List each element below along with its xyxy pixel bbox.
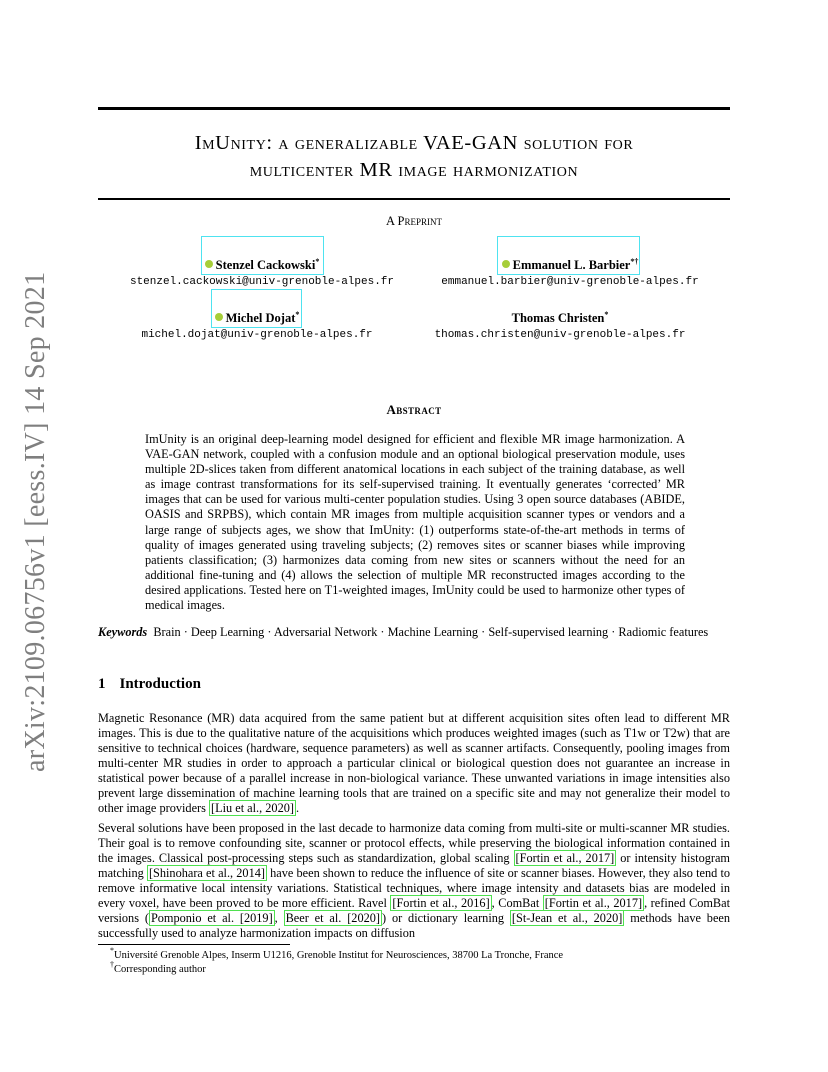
paragraph-text: or intensity histogram matching xyxy=(98,851,730,880)
paragraph-text: Magnetic Resonance (MR) data acquired from the same patient but at different acquisition sites often lead to different MR images. This is due to the qualitative nature of the acquisitions which produces weighted images (such as T1w or T2w) that are sensitive to technical choices (hardware, sequence parameters) as well as scanner artifacts. Consequently, pooling images from multi-center MR studies in order to approach a particular clinical or biological question does not guarantee an increase in statistical power because of a parallel increase in non-biological variance. These unwanted variations in image intensities also prevent large dissemination of machine learning tools that are trained on a specific site and may not generalize their model to other image providers xyxy=(98,711,730,815)
paper-title xyxy=(98,130,730,184)
affiliation-mark: * xyxy=(295,310,300,319)
footnote-text: Corresponding author xyxy=(114,964,206,975)
section-number: 1 xyxy=(98,676,106,692)
author-name: Thomas Christen xyxy=(511,311,605,325)
footnote-text: Université Grenoble Alpes, Inserm U1216, Grenoble Institut for Neurosciences, 38700 La Tronche, France xyxy=(114,950,564,961)
footnote-rule xyxy=(98,944,290,945)
citation-link[interactable]: [Fortin et al., 2017] xyxy=(544,896,643,910)
author-dojat xyxy=(97,311,417,343)
paragraph-text: , ComBat xyxy=(491,896,543,910)
section-title: Introduction xyxy=(119,676,201,692)
abstract-text: ImUnity is an original deep-learning model designed for efficient and flexible MR image harmonization. A VAE-GAN network, coupled with a confusion module and an optional biological preservation module, uses multiple 2D-slices taken from different anatomical locations in each subject of the training database, as well as image contrast transformations for its self-supervised training. It eventually generates ‘corrected’ MR images that can be used for various multi-center population studies. Using 3 open source databases (ABIDE, OASIS and SRPBS), which contain MR images from multiple acquisition scanner types or vendors and a large range of subjects ages, we show that ImUnity: (1) outperforms state-of-the-art methods in terms of quality of images generated using traveling subjects; (2) removes sites or scanner biases while improving patients classification; (3) harmonizes data coming from new sites or scanners without the need for an additional fine-tuning and (4) allows the selection of multiple MR reconstructed images according to the desired applications. Tested here on T1-weighted images, ImUnity could be used to harmonize other types of medical images. xyxy=(145,432,685,613)
author-email[interactable]: stenzel.cackowski@univ-grenoble-alpes.fr xyxy=(129,276,395,288)
paragraph-text: Several solutions have been proposed in the last decade to harmonize data coming from multi-site or multi-scanner MR studies. Their goal is to remove confounding site, scanner or protocol effects, while preserving the biological information contained in the images. Classical post-processing steps such as standardization, global scaling xyxy=(98,821,730,865)
citation-link[interactable]: [Liu et al., 2020] xyxy=(210,801,294,815)
citation-link[interactable]: Pomponio et al. [2019] xyxy=(150,911,273,925)
paragraph-text: ) or dictionary learning xyxy=(382,911,510,925)
arxiv-side-stamp: arXiv:2109.06756v1 [eess.IV] 14 Sep 2021 xyxy=(20,271,51,772)
preprint-label: A Preprint xyxy=(386,214,442,228)
affiliation-mark: * xyxy=(315,257,320,266)
keywords-label: Keywords xyxy=(98,625,148,639)
citation-link[interactable]: [Fortin et al., 2017] xyxy=(515,851,615,865)
footnote-mark: † xyxy=(110,960,114,969)
citation-link[interactable]: [St-Jean et al., 2020] xyxy=(511,911,623,925)
keywords-text: Brain · Deep Learning · Adversarial Network · Machine Learning · Self-supervised learning · Radiomic features xyxy=(153,625,709,639)
orcid-icon[interactable] xyxy=(205,260,213,268)
title-bottom-rule xyxy=(98,198,730,200)
author-email[interactable]: michel.dojat@univ-grenoble-alpes.fr xyxy=(141,329,373,341)
paragraph-text: have been shown to reduce the influence of site or scanner biases. However, they also tend to remove informative local intensity variations. Statistical techniques, where image intensity and datasets bias are modeled in every voxel, have been proved to be more efficient. Ravel xyxy=(98,866,731,910)
author-name: Emmanuel L. Barbier xyxy=(512,258,631,272)
intro-paragraph-1 xyxy=(98,711,730,816)
author-name: Stenzel Cackowski xyxy=(215,258,316,272)
affiliation-mark: * xyxy=(604,310,609,319)
footnote-1 xyxy=(110,946,564,962)
top-rule xyxy=(98,107,730,110)
paragraph-text: , refined ComBat versions ( xyxy=(98,896,730,925)
intro-paragraph-2 xyxy=(98,821,730,941)
citation-link[interactable]: [Shinohara et al., 2014] xyxy=(148,866,265,880)
paragraph-text: . xyxy=(295,801,300,815)
author-cackowski xyxy=(102,258,422,290)
author-email[interactable]: thomas.christen@univ-grenoble-alpes.fr xyxy=(434,329,686,341)
author-christen xyxy=(400,311,720,343)
author-email[interactable]: emmanuel.barbier@univ-grenoble-alpes.fr xyxy=(441,276,699,288)
orcid-icon[interactable] xyxy=(502,260,510,268)
citation-link[interactable]: [Fortin et al., 2016] xyxy=(392,896,490,910)
title-line-2: multicenter MR image harmonization xyxy=(249,159,579,181)
abstract-heading: Abstract xyxy=(386,402,442,417)
paragraph-text: methods have been successfully used to analyze harmonization impacts on diffusion xyxy=(98,911,731,940)
section-heading xyxy=(98,676,201,693)
affiliation-mark: *† xyxy=(630,257,639,266)
title-line-1: ImUnity: a generalizable VAE-GAN solution for xyxy=(194,132,634,154)
keywords xyxy=(98,625,730,640)
author-name: Michel Dojat xyxy=(225,311,296,325)
paragraph-text: , xyxy=(274,911,284,925)
author-barbier xyxy=(410,258,730,290)
orcid-icon[interactable] xyxy=(215,313,223,321)
footnote-mark: * xyxy=(110,946,114,955)
footnote-2 xyxy=(110,960,206,976)
citation-link[interactable]: Beer et al. [2020] xyxy=(285,911,380,925)
